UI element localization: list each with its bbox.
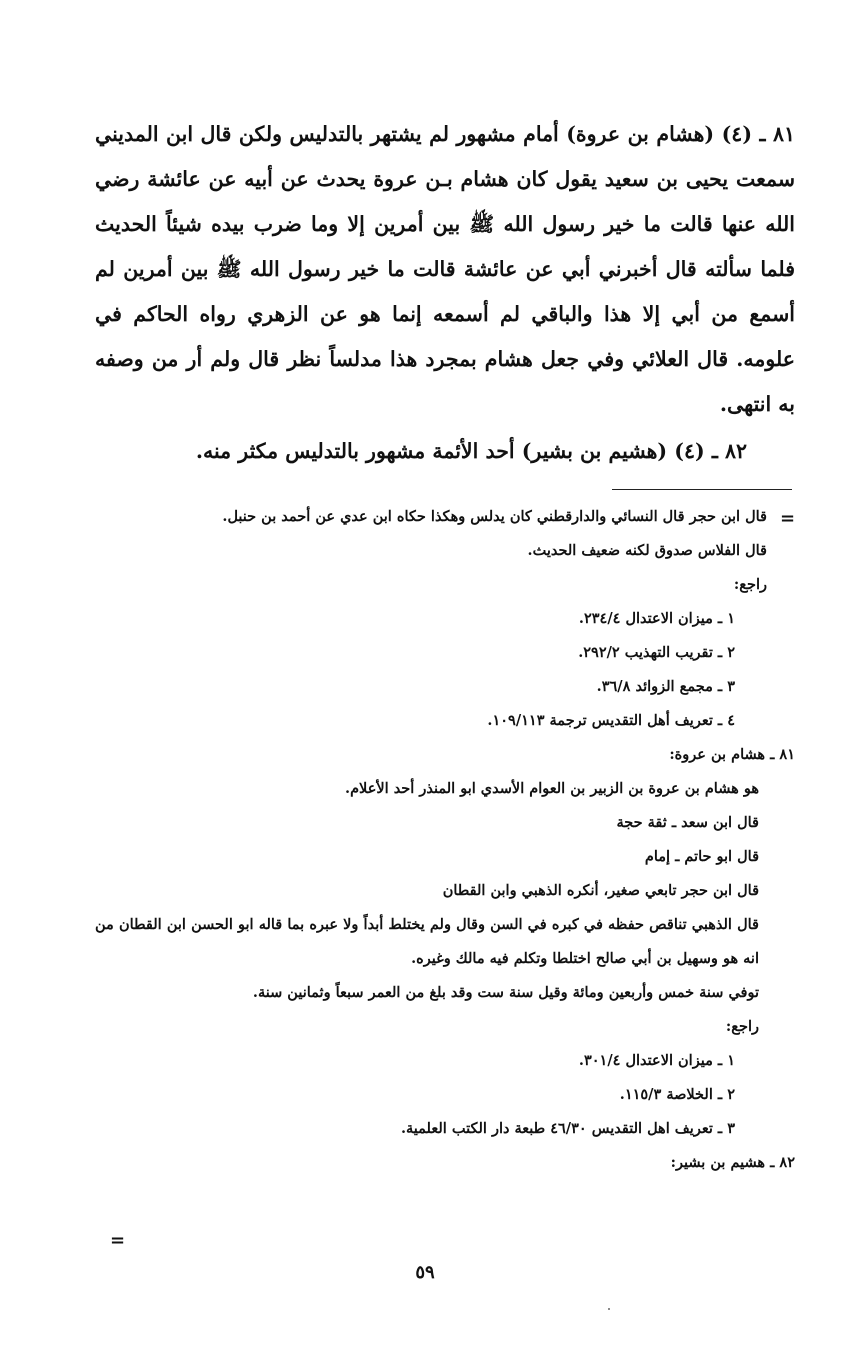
footnote-line: قال الفلاس صدوق لكنه ضعيف الحديث. [527, 542, 767, 559]
footnote-line: هو هشام بن عروة بن الزبير بن العوام الأسدي ابو المنذر أحد الأعلام. [345, 780, 759, 797]
footnote-line: قال ابن حجر قال النسائي والدارقطني كان يدلس وهكذا حكاه ابن عدي عن أحمد بن حنبل. [222, 508, 767, 525]
scan-speck [608, 1308, 610, 1310]
end-continuation-mark: = [110, 1230, 126, 1251]
reference-item: ١ ـ ميزان الاعتدال ٣٠١/٤. [578, 1052, 735, 1069]
reference-item: ٢ ـ تقريب التهذيب ٢٩٢/٢. [578, 644, 735, 661]
page-number: ٥٩ [415, 1262, 435, 1283]
reference-item: ٤ ـ تعريف أهل التقديس ترجمة ١٠٩/١١٣. [487, 712, 735, 729]
footnote-line: قال الذهبي تناقص حفظه في كبره في السن وقال ولم يختلط أبداً ولا عبره بما قاله ابو الحسن ابن القطان من انه هو وسهيل بن أبي صالح اختلطا وتكلم فيه مالك وغيره. [95, 916, 759, 967]
reference-item: ٣ ـ مجمع الزوائد ٣٦/٨. [596, 678, 735, 695]
entry-81-paragraph: ٨١ ـ (٤) (هشام بن عروة) أمام مشهور لم يشتهر بالتدليس ولكن قال ابن المديني سمعت يحيى بن سعيد يقول كان هشام بـن عروة يحدث عن أبيه عن عائشة رضي الله عنها قالت ما خير رسول الله ﷺ بين أمرين إلا وما ضرب بيده شيئاً الحديث فلما سألته قال أخبرني أبي عن عائشة قالت ما خير رسول الله ﷺ بين أمرين لم أسمع من أبي إلا هذا والباقي لم أسمعه إنما هو عن الزهري رواه الحاكم في علومه. قال العلائي وفي جعل هشام بمجرد هذا مدلساً نظر قال ولم أر من وصفه به انتهى. [95, 122, 796, 416]
entry-82-paragraph: ٨٢ ـ (٤) (هشيم بن بشير) أحد الأئمة مشهور بالتدليس مكثر منه. [195, 439, 747, 463]
footnote-line: قال ابن حجر تابعي صغير، أنكره الذهبي وابن القطان [442, 882, 759, 899]
footnote-line: قال ابن سعد ـ ثقة حجة [616, 814, 759, 831]
footnote-line: توفي سنة خمس وأربعين ومائة وقيل سنة ست وقد بلغ من العمر سبعاً وثمانين سنة. [252, 984, 759, 1001]
footnote-line: راجع: [725, 1018, 759, 1035]
reference-item: ٣ ـ تعريف اهل التقديس ٤٦/٣٠ طبعة دار الكتب العلمية. [400, 1120, 735, 1137]
footnotes [95, 500, 795, 1180]
footnote-divider [612, 489, 792, 490]
footnote-line: راجع: [733, 576, 767, 593]
main-text [95, 112, 795, 474]
footnote-heading: ٨١ ـ هشام بن عروة: [669, 746, 795, 763]
footnote-line: قال ابو حاتم ـ إمام [644, 848, 759, 865]
reference-item: ٢ ـ الخلاصة ١١٥/٣. [619, 1086, 735, 1103]
reference-item: ١ ـ ميزان الاعتدال ٢٣٤/٤. [578, 610, 735, 627]
continuation-mark: = [780, 508, 796, 529]
footnote-heading: ٨٢ ـ هشيم بن بشير: [670, 1154, 795, 1171]
